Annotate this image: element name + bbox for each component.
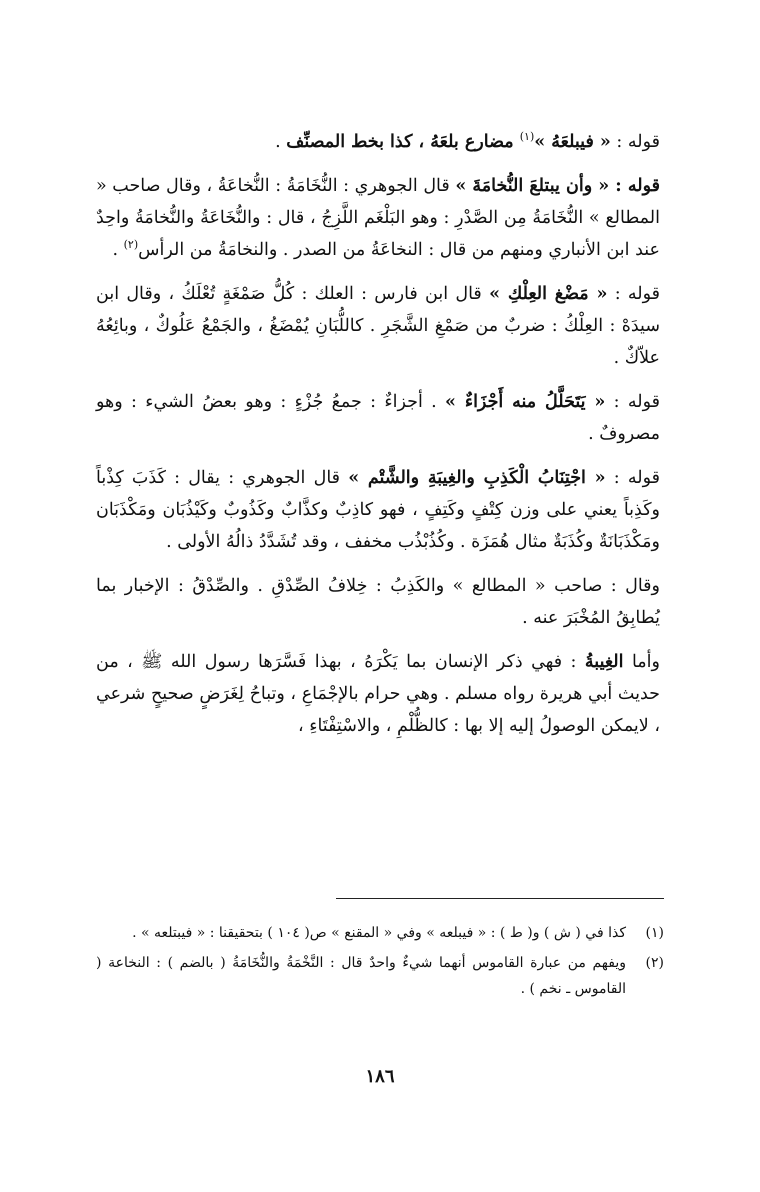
paragraph-7-term: الغِيبةُ [584,652,624,672]
footnote-ref-2[interactable]: (٢) [123,238,139,252]
footnote-1 [96,920,664,946]
footnote-1-number: (١) [645,925,664,941]
footnote-2 [96,950,664,1002]
paragraph-7-lead: وأما [623,652,660,672]
paragraph-3-rest: قال ابن فارس : العلك : كُلُّ صَمْغَةٍ تُعْلَكُ ، وقال ابن سيدَهْ : العِلْكُ : ضربٌ من صَمْغِ الشَّجَرِ . كاللُّبَانِ يُمْضَغُ ، والجَمْعُ عَلُوكٌ ، وبائِعُهُ علاّكٌ . [96,284,660,368]
paragraph-1-term: « فيبلعَهُ » [534,132,611,152]
paragraph-1-tail: مضارع بلعَهُ ، كذا بخط المصنِّف [286,132,520,152]
paragraph-5-term: « اجْتِنَابُ الْكَذِبِ والغِيبَةِ والشَّتْم » [348,468,606,488]
paragraph-5-rest: قال الجوهري : يقال : كَذَبَ كِذْباً وكَذِباً يعني على وزن كِتْفٍ وكَتِفٍ ، فهو كاذِبٌ وكذَّابٌ وكَذُوبٌ وكَيْذُبَان ومَكْذَبَان ومَكْذَبَانَةٌ وكُذَبَةٌ مثال هُمَزَة . وكُذُبْذُب مخفف ، وقد تُشَدَّدُ ذالُهُ الأولى . [96,468,660,552]
paragraph-5 [96,462,660,558]
paragraph-1-lead: قوله : [610,132,660,152]
paragraph-4-lead: قوله : [605,392,660,412]
main-text [96,126,660,742]
footnotes [96,920,664,1002]
page-number: ١٨٦ [365,1066,395,1087]
paragraph-2-rest: قال الجوهري : النُّخَامَةُ : النُّخاعَةُ ، وقال صاحب « المطالع » النُّخَامَةُ مِن الصَّدْرِ : وهو البَلْغَم اللَّزِجُ ، قال : والنُّخَاعَةُ والنُّخامَةُ واحِدٌ عند ابن الأنباري ومنهم من قال : النخاعَةُ من الصدر . والنخامَةُ من الرأس [96,176,660,260]
paragraph-1-rest: . [275,132,287,152]
paragraph-2-lead: قوله : [609,176,660,196]
paragraph-3-term: « مَضْغ العِلْكِ » [489,284,608,304]
paragraph-3-lead: قوله : [607,284,660,304]
footnote-ref-1[interactable]: (١) [519,130,535,144]
paragraph-4 [96,386,660,450]
paragraph-2-end: . [112,240,124,260]
footnote-2-text: ويفهم من عبارة القاموس أنهما شيءٌ واحدٌ قال : النَّخْمَةُ والنُّخَامَةُ ( بالضم ) : النخاعة ( القاموس ـ نخم ) . [96,955,626,997]
footnote-separator [336,898,664,899]
paragraph-6 [96,570,660,634]
paragraph-2 [96,170,660,266]
paragraph-3 [96,278,660,374]
paragraph-5-lead: قوله : [605,468,660,488]
paragraph-2-term: « وأن يبتلعَ النُّخامَةَ » [455,176,610,196]
paragraph-4-term: « يَتَحَلَّلُ منه أَجْزَاءٌ » [445,392,606,412]
footnote-2-number: (٢) [645,955,664,971]
paragraph-1 [96,126,660,158]
footnote-1-text: كذا في ( ش ) و( ط ) : « فيبلعه » وفي « المقنع » ص( ١٠٤ ) بتحقيقنا : « فيبتلعه » . [132,925,626,941]
paragraph-7 [96,646,660,742]
paragraph-6-rest: وقال : صاحب « المطالع » والكَذِبُ : خِلافُ الصِّدْقِ . والصِّدْقُ : الإخبار بما يُطابِقُ المُخْبَرَ عنه . [96,576,660,628]
paragraph-7-rest: : فهي ذكر الإنسان بما يَكْرَهُ ، بهذا فَسَّرَها رسول الله ﷺ ، من حديث أبي هريرة رواه مسلم . وهي حرام بالإجْمَاعِ ، وتباحُ لِغَرَضٍ صحيحٍ شرعي ، لايمكن الوصولُ إليه إلا بها : كالظُّلْمِ ، والاسْتِفْتَاءِ ، [96,652,660,736]
paragraph-4-rest: . أجزاءٌ : جمعُ جُزْءٍ : وهو بعضُ الشيء : وهو مصروفٌ . [96,392,660,444]
